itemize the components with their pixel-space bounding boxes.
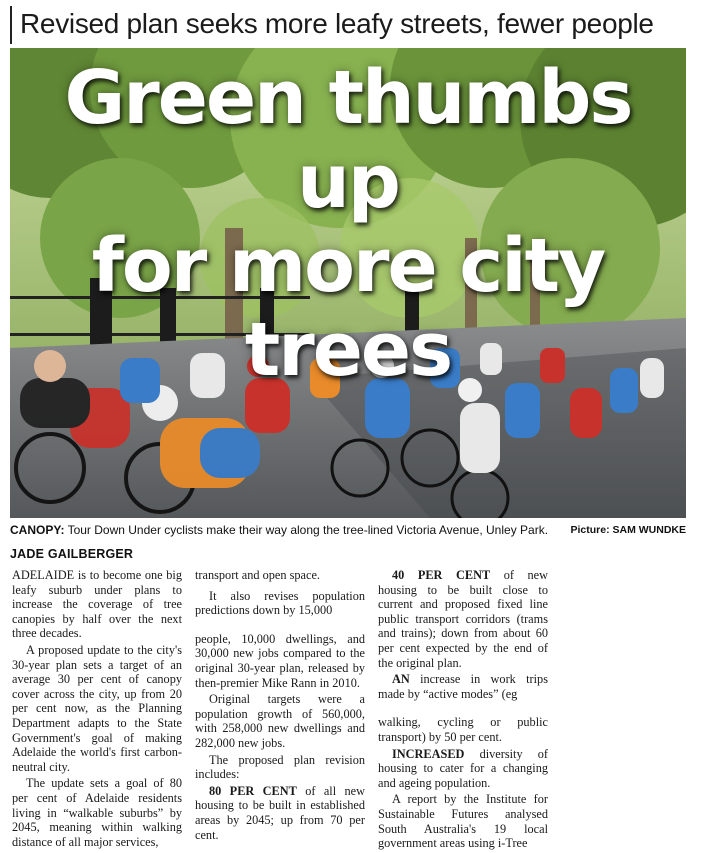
- paragraph: [12, 568, 182, 641]
- caption-text: Tour Down Under cyclists make their way along the tree-lined Victoria Avenue, Unley Park.: [67, 523, 549, 537]
- paragraph: people, 10,000 dwellings, and 30,000 new jobs compared to the original 30-year plan, released by then-premier Mike Rann in 2010.: [195, 631, 365, 690]
- kicker-headline: Revised plan seeks more leafy streets, fewer people: [10, 6, 690, 44]
- bullet-lead: 40 PER CENT: [392, 568, 491, 582]
- main-headline: [10, 56, 686, 392]
- dropcap-lead: ADELAIDE: [12, 568, 75, 582]
- paragraph-text: of new housing to be built close to current and proposed fixed line public transport corridors (trams and trains); down from about 60 per cent expected by the end of the original plan.: [378, 568, 548, 670]
- article-column-3: [378, 568, 548, 853]
- bullet-lead: INCREASED: [392, 746, 465, 761]
- photo-caption: [10, 521, 686, 541]
- article-column-2: [195, 568, 365, 844]
- paragraph-text: increase in work trips made by “active modes” (eg: [378, 672, 548, 701]
- headline-line-1: Green thumbs up: [64, 55, 632, 225]
- article-column-1: [12, 568, 182, 851]
- paragraph-text: diversity of housing to cater for a changing and ageing population.: [378, 746, 548, 790]
- paragraph: walking, cycling or public transport) by 50 per cent.: [378, 715, 548, 744]
- paragraph: A report by the Institute for Sustainable Futures analysed South Australia's 19 local government areas using i-Tree: [378, 792, 548, 851]
- paragraph-text: is to become one big leafy suburb under plans to increase the coverage of tree canopies by half over the next three decades.: [12, 568, 182, 641]
- paragraph: It also revises population predictions down by 15,000: [195, 588, 365, 618]
- bullet-lead: AN: [392, 672, 410, 687]
- paragraph: [378, 672, 548, 701]
- caption-label: CANOPY:: [10, 523, 65, 537]
- paragraph-text: of all new housing to be built in established areas by 2045; up from 70 per cent.: [195, 783, 365, 842]
- paragraph: [195, 784, 365, 842]
- paragraph: Original targets were a population growth of 560,000, with 258,000 new dwellings and 282,000 new jobs.: [195, 692, 365, 750]
- paragraph: The update sets a goal of 80 per cent of Adelaide residents living in “walkable suburbs” by 2045, meaning within walking distance of all major services,: [12, 776, 182, 849]
- paragraph: transport and open space.: [195, 568, 320, 582]
- article-photo: [10, 48, 686, 518]
- byline: JADE GAILBERGER: [10, 547, 134, 561]
- paragraph: A proposed update to the city's 30-year plan sets a target of an average 30 per cent of canopy cover across the city, up from 20 per cent now, as the Planning Department adapts to the State Government's goal of making Adelaide the world's first carbon-neutral city.: [12, 642, 182, 774]
- paragraph: [378, 747, 548, 791]
- photo-credit: Picture: SAM WUNDKE: [570, 524, 686, 536]
- bullet-lead: 80 PER CENT: [209, 783, 297, 798]
- paragraph: [378, 568, 548, 670]
- headline-line-2: for more city trees: [91, 223, 605, 393]
- paragraph: The proposed plan revision includes:: [195, 752, 365, 782]
